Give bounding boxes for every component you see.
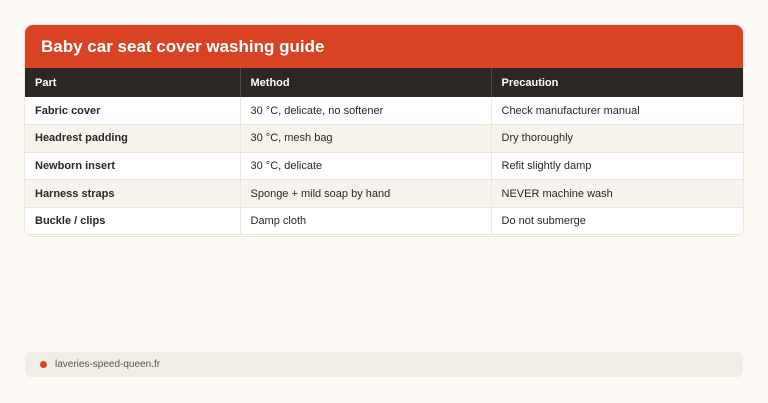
guide-card: [25, 25, 743, 236]
column-header-part: Part: [25, 68, 240, 97]
table-row: [25, 97, 743, 125]
cell-part: Buckle / clips: [25, 207, 240, 235]
cell-method: 30 °C, delicate, no softener: [240, 97, 491, 125]
cell-part: Fabric cover: [25, 97, 240, 125]
cell-method: Sponge + mild soap by hand: [240, 180, 491, 208]
page-title: Baby car seat cover washing guide: [25, 25, 743, 68]
cell-precaution: NEVER machine wash: [491, 180, 743, 208]
cell-method: 30 °C, mesh bag: [240, 125, 491, 153]
cell-precaution: Dry thoroughly: [491, 125, 743, 153]
source-footer: [25, 352, 743, 377]
cell-part: Newborn insert: [25, 152, 240, 180]
column-header-method: Method: [240, 68, 491, 97]
washing-guide-table: [25, 68, 743, 235]
table-row: [25, 125, 743, 153]
table-row: [25, 207, 743, 235]
cell-method: Damp cloth: [240, 207, 491, 235]
cell-part: Harness straps: [25, 180, 240, 208]
bullet-dot-icon: [40, 361, 47, 368]
table-header-row: [25, 68, 743, 97]
source-link[interactable]: laveries-speed-queen.fr: [55, 359, 161, 370]
column-header-precaution: Precaution: [501, 76, 559, 89]
cell-method: 30 °C, delicate: [240, 152, 491, 180]
cell-part: Headrest padding: [25, 125, 240, 153]
cell-precaution: Check manufacturer manual: [491, 97, 743, 125]
cell-precaution: Do not submerge: [491, 207, 743, 235]
cell-precaution: Refit slightly damp: [491, 152, 743, 180]
table-row: [25, 152, 743, 180]
table-row: [25, 180, 743, 208]
